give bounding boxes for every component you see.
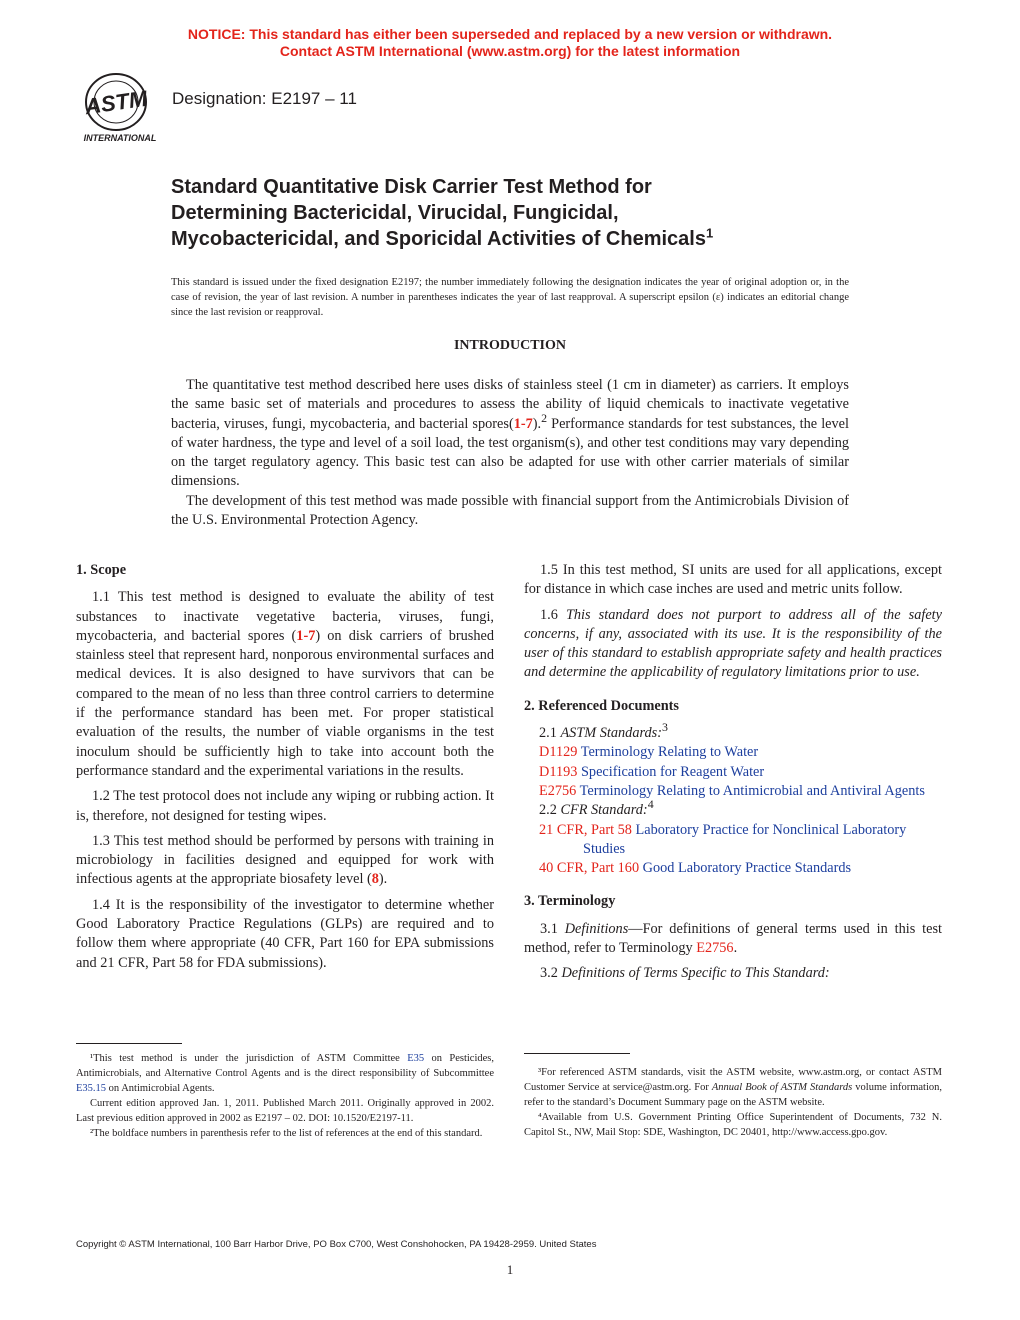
scope-heading: 1. Scope xyxy=(76,562,127,578)
s3-1-text: —For definitions of general terms used in this test method, refer to Terminology xyxy=(524,920,942,957)
fn1-committee-link[interactable]: E35 xyxy=(407,1053,425,1064)
s3-1-num: 3.1 xyxy=(540,920,565,937)
fn1-text: ¹This test method is under the jurisdiction of ASTM Committee xyxy=(90,1053,408,1064)
s3-1-end: . xyxy=(733,940,738,957)
ref-40cfr-title[interactable]: Good Laboratory Practice Standards xyxy=(642,860,852,877)
ref-d1129-title[interactable]: Terminology Relating to Water xyxy=(580,744,759,761)
intro-p1-close: ). xyxy=(532,415,542,432)
intro-footnote-2[interactable]: 2 xyxy=(541,410,548,425)
section-1-2: 1.2 The test protocol does not include any wiping or rubbing action. It is, therefore, not designed for testing wipes. xyxy=(76,788,494,824)
title-line-3 xyxy=(171,226,871,252)
footnote-4: ⁴Available from U.S. Government Printing Office Superintendent of Documents, 732 N. Capitol St., NW, Mail Stop: SDE, Washington, DC 20401, http://www.access.gpo.gov. xyxy=(524,1112,942,1138)
fn1-text-2: on Pesticides, Antimicrobials, and Alternative Control Agents and is the direct responsibility of Subcommittee xyxy=(76,1053,494,1079)
s2-1-num: 2.1 xyxy=(539,725,561,742)
fn3-text: ³For referenced ASTM standards, visit the ASTM website, www.astm.org, or contact ASTM Customer Service at service@astm.org. For xyxy=(524,1067,942,1093)
section-1-3 xyxy=(76,832,494,890)
ref-d1193[interactable] xyxy=(524,763,942,782)
fn1-text-3: on Antimicrobial Agents. xyxy=(106,1083,215,1094)
s3-1-e2756-link[interactable]: E2756 xyxy=(696,940,734,957)
s2-2-footnote[interactable]: 4 xyxy=(647,797,654,812)
section-1-1 xyxy=(76,588,494,781)
footnote-1 xyxy=(76,1051,494,1096)
intro-p1-rest: Performance standards for test substances, the level of water hardness, the type and level of a soil load, the test organism(s), and other test conditions may vary depending on the target regulatory agency. This basic test can also be adapted for use with other carrier materials of similar dimensions. xyxy=(171,415,849,490)
section-1-5: 1.5 In this test method, SI units are used for all applications, except for distance in which case inches are used and metric units follow. xyxy=(524,562,942,598)
s3-2-text: Definitions of Terms Specific to This Standard: xyxy=(561,965,830,982)
section-3-1 xyxy=(524,920,942,959)
intro-paragraph-2: The development of this test method was made possible with financial support from the Antimicrobials Division of the U.S. Environmental Protection Agency. xyxy=(171,492,849,529)
s2-1-footnote[interactable]: 3 xyxy=(662,720,668,735)
ref-21cfr-code[interactable]: 21 CFR, Part 58 xyxy=(539,821,632,838)
s3-1-term: Definitions xyxy=(564,920,629,937)
ref-d1129[interactable] xyxy=(524,743,942,762)
s3-2-num: 3.2 xyxy=(540,965,562,982)
section-2-2 xyxy=(524,797,942,820)
s1-3-text: 1.3 This test method should be performed by persons with training in microbiology in facilities designed and equipped for work with infectious agents at the appropriate biosafety level ( xyxy=(76,832,494,888)
right-column xyxy=(524,561,942,990)
document-title xyxy=(171,174,871,252)
footnote-rule-left xyxy=(76,1043,182,1044)
ref-d1193-code[interactable]: D1193 xyxy=(539,763,578,780)
introduction-heading: INTRODUCTION xyxy=(453,338,566,353)
terminology-heading: 3. Terminology xyxy=(524,893,616,910)
s2-2-num: 2.2 xyxy=(539,802,561,819)
intro-paragraph-1 xyxy=(171,376,849,492)
ref-e2756-title[interactable]: Terminology Relating to Antimicrobial and Antiviral Agents xyxy=(579,782,925,799)
title-line-1: Standard Quantitative Disk Carrier Test Method for xyxy=(171,176,652,198)
supersede-notice xyxy=(0,26,1020,60)
title-line-3-text: Mycobactericidal, and Sporicidal Activities of Chemicals xyxy=(171,228,706,250)
astm-logo xyxy=(74,72,166,144)
logo-letters: ASTM xyxy=(83,85,149,120)
title-line-2: Determining Bactericidal, Virucidal, Fungicidal, xyxy=(171,202,619,224)
s1-3-rest: ). xyxy=(378,871,388,888)
footnote-rule-right xyxy=(524,1053,630,1054)
section-1-4: 1.4 It is the responsibility of the investigator to determine whether Good Laboratory Practice Regulations (GLPs) are required and to follow them where appropriate (40 CFR, Part 160 for EPA submissions and 21 CFR, Part 58 for FDA submissions). xyxy=(76,896,494,971)
referenced-documents-heading: 2. Referenced Documents xyxy=(524,697,679,714)
footnotes-right xyxy=(524,1065,942,1140)
intro-p1-text: The quantitative test method described here uses disks of stainless steel (1 cm in diameter) as carriers. It employs the same basic set of materials and procedures to assess the ability of liquid chemicals to inactivate vegetative bacteria, viruses, fungi, mycobacteria, and bacterial spores( xyxy=(171,377,849,432)
footnote-1-edition: Current edition approved Jan. 1, 2011. Published March 2011. Originally approved in 2002. Last previous edition approved in 2002 as E2197 – 02. DOI: 10.1520/E2197-11. xyxy=(76,1098,494,1124)
footnotes-left xyxy=(76,1051,494,1141)
issued-statement: This standard is issued under the fixed designation E2197; the number immediately following the designation indicates the year of original adoption or, in the case of revision, the year of last revision. A number in parentheses indicates the year of last reapproval. A superscript epsilon (ε) indicates an editorial change since the last revision or reapproval. xyxy=(171,277,849,318)
ref-d1193-title[interactable]: Specification for Reagent Water xyxy=(580,763,765,780)
intro-ref-link[interactable]: 1-7 xyxy=(513,415,533,432)
page-number: 1 xyxy=(506,1262,514,1277)
footnote-2: ²The boldface numbers in parenthesis refer to the list of references at the end of this standard. xyxy=(90,1128,483,1139)
section-3-2 xyxy=(524,964,942,983)
s1-1-rest: ) on disk carriers of brushed stainless steel that represent hard, nonporous environmental surfaces and medical devices. It is also designed to have survivors that can be compared to the mean of no less than three control carriers to determine if the performance standard has been met. For proper statistical evaluation of the results, the number of viable organisms in the test inoculum should be sufficiently high to take into account both the performance standard and the experimental variations in the results. xyxy=(76,627,494,779)
left-column xyxy=(76,561,494,979)
footnote-3 xyxy=(524,1065,942,1110)
s1-1-text: 1.1 This test method is designed to evaluate the ability of test substances to inactivate vegetative bacteria, viruses, fungi, mycobacteria, and bacterial spores ( xyxy=(76,589,494,644)
s1-1-ref-link[interactable]: 1-7 xyxy=(296,627,316,644)
fn3-italic: Annual Book of ASTM Standards xyxy=(711,1082,853,1093)
s1-3-ref-link[interactable]: 8 xyxy=(371,871,379,888)
ref-e2756-code[interactable]: E2756 xyxy=(539,782,577,799)
title-footnote-mark[interactable]: 1 xyxy=(705,225,714,241)
s1-6-num: 1.6 xyxy=(540,606,566,623)
section-1-6 xyxy=(524,606,942,683)
section-2-1 xyxy=(524,720,942,743)
s2-1-text: ASTM Standards: xyxy=(560,725,662,742)
ref-e2756[interactable] xyxy=(524,782,942,801)
notice-line-1: NOTICE: This standard has either been superseded and replaced by a new version or withdrawn. xyxy=(187,26,833,42)
ref-40cfr160[interactable] xyxy=(524,859,942,878)
notice-line-2: Contact ASTM International (www.astm.org) for the latest information xyxy=(279,43,741,59)
s1-6-text: This standard does not purport to address all of the safety concerns, if any, associated with its use. It is the responsibility of the user of this standard to establish appropriate safety and health practices and determine the applicability of regulatory limitations prior to use. xyxy=(524,606,942,681)
copyright-line: Copyright © ASTM International, 100 Barr Harbor Drive, PO Box C700, West Conshohocken, PA 19428-2959. United States xyxy=(76,1239,597,1250)
designation: Designation: E2197 – 11 xyxy=(172,89,357,108)
ref-21cfr58[interactable] xyxy=(524,821,942,860)
fn1-subcommittee-link[interactable]: E35.15 xyxy=(76,1083,107,1094)
ref-40cfr-code[interactable]: 40 CFR, Part 160 xyxy=(539,860,640,877)
s2-2-text: CFR Standard: xyxy=(560,802,648,819)
ref-d1129-code[interactable]: D1129 xyxy=(539,744,578,761)
introduction-body xyxy=(171,376,849,530)
ref-21cfr-title[interactable]: Laboratory Practice for Nonclinical Laboratory Studies xyxy=(583,821,907,857)
fn3-rest: volume information, refer to the standard’s Document Summary page on the ASTM website. xyxy=(524,1082,942,1108)
logo-international: INTERNATIONAL xyxy=(83,133,157,143)
